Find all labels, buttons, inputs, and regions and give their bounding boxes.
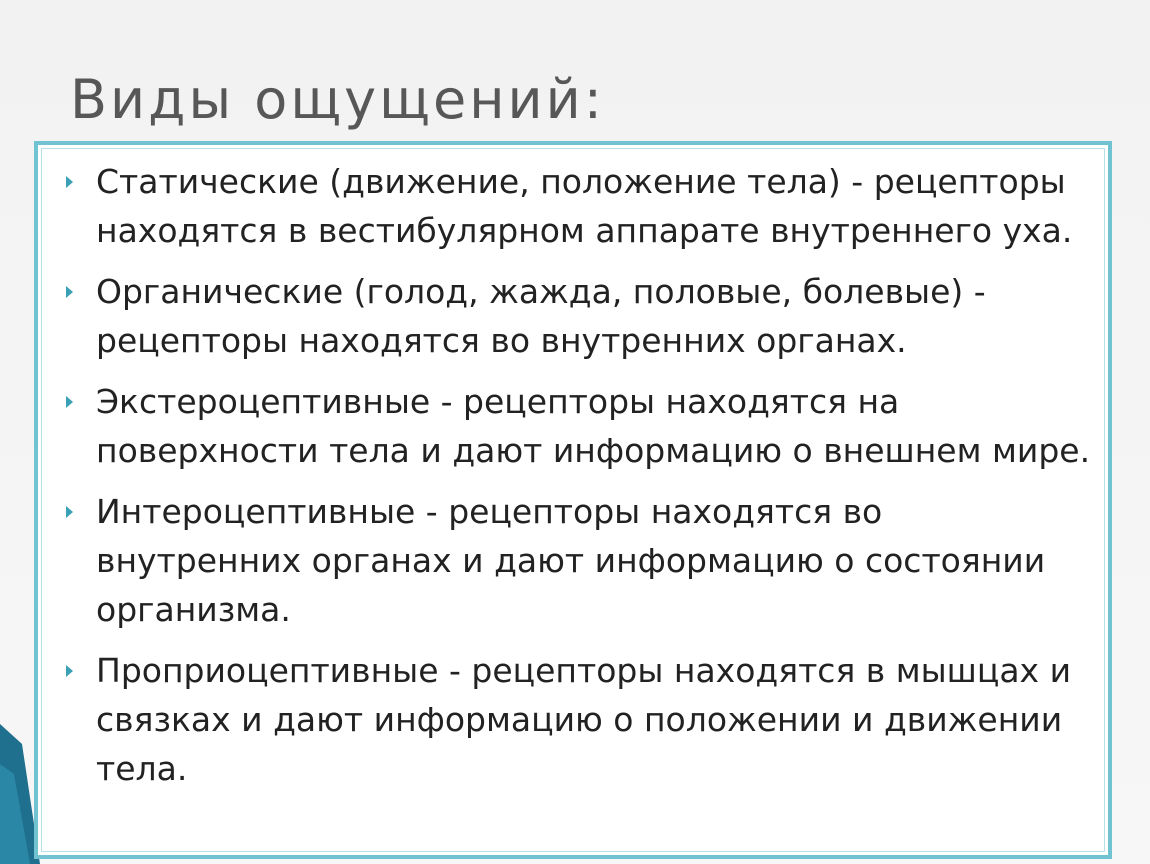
bullet-text: Экстероцептивные - рецепторы находятся на поверхности тела и дают информацию о внешнем мире. — [96, 382, 1091, 470]
bullet-arrow-icon — [66, 396, 73, 408]
bullet-arrow-icon — [66, 176, 73, 188]
bullet-text: Проприоцептивные - рецепторы находятся в мышцах и связках и дают информацию о положении и движении тела. — [96, 651, 1072, 788]
bullet-item-interoceptive — [96, 487, 1096, 634]
content-box — [34, 141, 1112, 859]
bullet-item-exteroceptive — [96, 377, 1096, 475]
bullet-text: Статические (движение, положение тела) - рецепторы находятся в вестибулярном аппарате внутреннего уха. — [96, 162, 1073, 250]
bullet-item-static — [96, 157, 1096, 255]
bullet-text: Интероцептивные - рецепторы находятся во внутренних органах и дают информацию о состоянии организма. — [96, 492, 1046, 629]
bullet-arrow-icon — [66, 665, 73, 677]
bullet-item-proprioceptive — [96, 646, 1096, 793]
bullet-arrow-icon — [66, 506, 73, 518]
bullet-arrow-icon — [66, 286, 73, 298]
bullet-text: Органические (голод, жажда, половые, болевые) - рецепторы находятся во внутренних органах. — [96, 272, 986, 360]
slide-title: Виды ощущений: — [70, 68, 605, 131]
bullet-list — [96, 157, 1096, 805]
bullet-item-organic — [96, 267, 1096, 365]
